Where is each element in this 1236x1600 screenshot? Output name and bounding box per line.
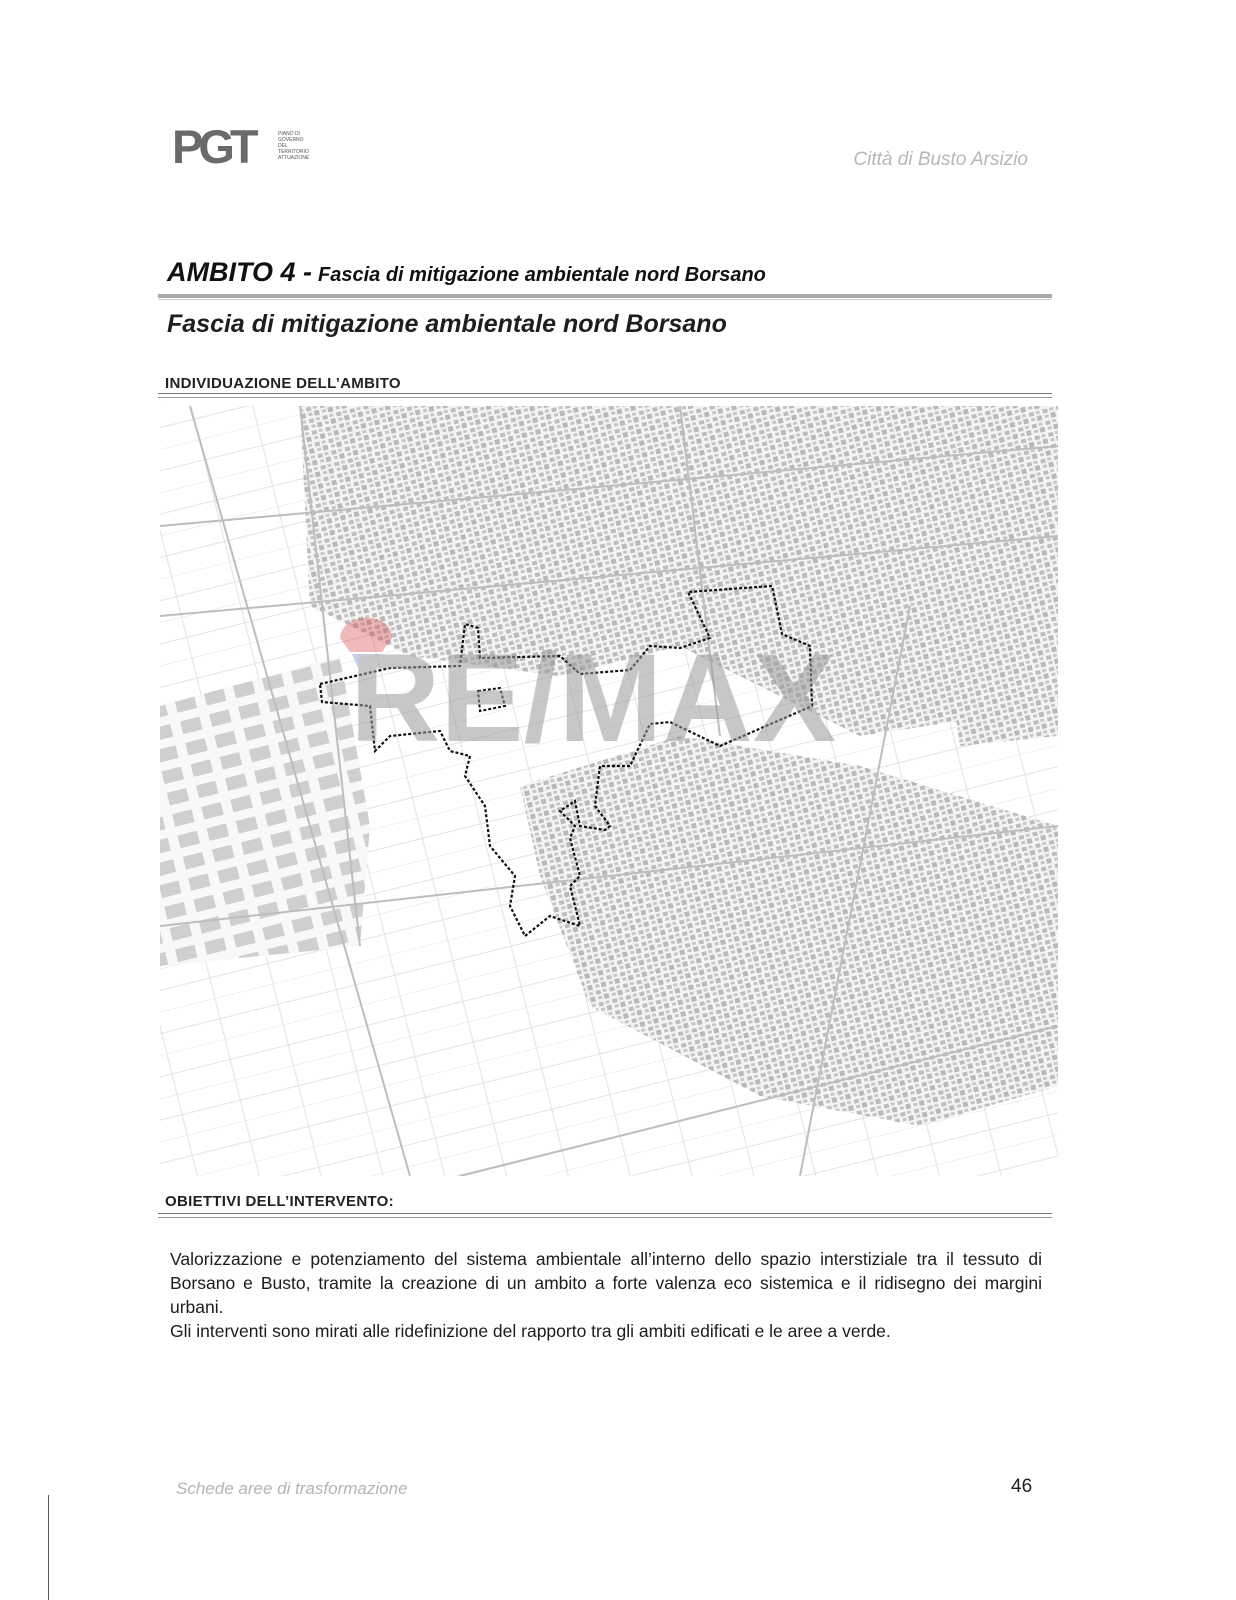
section-obiettivi: OBIETTIVI DELL’INTERVENTO: <box>165 1193 394 1210</box>
ambito-map <box>160 406 1058 1176</box>
logo-mark: PGT <box>172 120 254 173</box>
remax-watermark <box>340 618 836 768</box>
section-divider <box>158 393 1052 398</box>
ambito-title <box>167 257 766 288</box>
city-name: Città di Busto Arsizio <box>853 149 1028 170</box>
objectives-paragraph-2: Gli interventi sono mirati alle ridefinizione del rapporto tra gli ambiti edificati e le aree a verde. <box>170 1321 891 1341</box>
section-individuazione: INDIVIDUAZIONE DELL’AMBITO <box>165 375 401 392</box>
objectives-paragraph-1: Valorizzazione e potenziamento del sistema ambientale all’interno dello spazio interstiziale tra il tessuto di Borsano e Busto, tramite la creazione di un ambito a forte valenza eco sistemica e il ridisegno dei margini urbani. <box>170 1249 1042 1317</box>
ambito-subtitle: Fascia di mitigazione ambientale nord Borsano <box>318 264 766 286</box>
objectives-text <box>170 1247 1042 1343</box>
pgt-logo <box>172 122 322 174</box>
scan-edge-line <box>48 1495 49 1600</box>
title-divider-thin <box>158 299 1052 300</box>
section-divider-2 <box>158 1213 1052 1218</box>
page-title: Fascia di mitigazione ambientale nord Borsano <box>167 310 727 338</box>
footer-document-title: Schede aree di trasformazione <box>176 1479 408 1498</box>
page-number: 46 <box>1011 1476 1033 1497</box>
title-divider <box>158 294 1052 298</box>
ambito-number: AMBITO 4 - <box>167 257 313 287</box>
watermark-text: RE/MAX <box>350 629 837 768</box>
logo-caption: PIANO DI GOVERNO DEL TERRITORIO ATTUAZIONE <box>278 131 310 161</box>
industrial-area <box>160 656 370 966</box>
urban-area-east <box>940 586 1058 746</box>
